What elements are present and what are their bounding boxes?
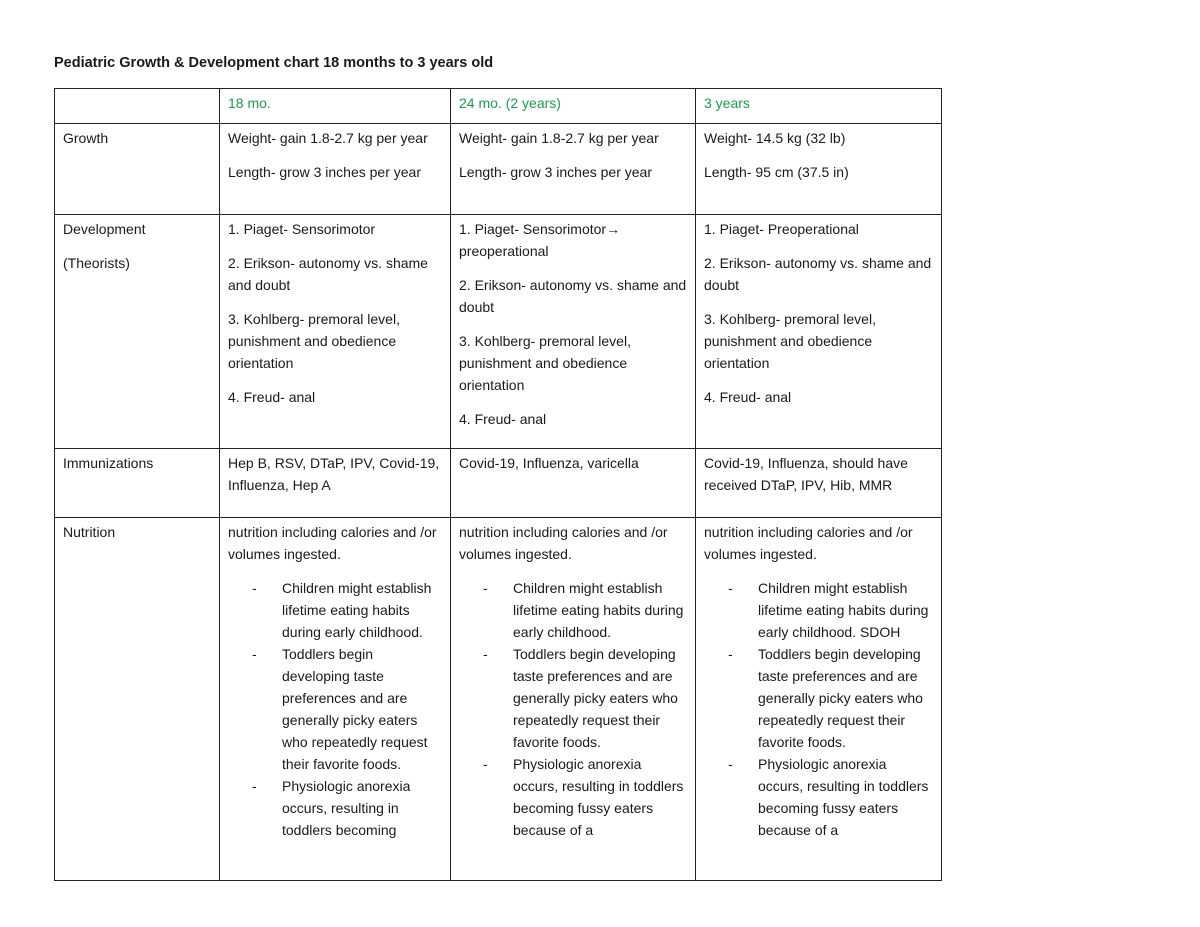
growth-weight: Weight- gain 1.8-2.7 kg per year (228, 130, 428, 146)
row-label-development (55, 215, 220, 449)
row-label-immunizations: Immunizations (55, 449, 220, 518)
list-item (252, 643, 442, 775)
immunizations-cell-24mo: Covid-19, Influenza, varicella (451, 449, 696, 518)
document-title: Pediatric Growth & Development chart 18 months to 3 years old (54, 55, 494, 71)
growth-development-table (54, 88, 942, 881)
dash-bullet: - (483, 646, 488, 662)
theorists-label: (Theorists) (63, 255, 130, 271)
freud-stage: 4. Freud- anal (459, 411, 547, 427)
dash-bullet: - (252, 580, 257, 596)
row-label-nutrition: Nutrition (55, 518, 220, 881)
header-cell-empty (55, 89, 220, 124)
header-cell-3yr: 3 years (696, 89, 942, 124)
list-item (483, 753, 687, 841)
list-item-text: Toddlers begin developing taste preferences and are generally picky eaters who repeatedly request their favorite foods. (282, 646, 428, 772)
nutrition-list (228, 577, 442, 841)
piaget-stage: 1. Piaget- Sensorimotor (228, 221, 376, 237)
development-cell-3yr (696, 215, 942, 449)
immunizations-cell-18mo: Hep B, RSV, DTaP, IPV, Covid-19, Influenza, Hep A (220, 449, 451, 518)
growth-length: Length- grow 3 inches per year (459, 164, 652, 180)
growth-weight: Weight- 14.5 kg (32 lb) (704, 130, 846, 146)
list-item-text: Physiologic anorexia occurs, resulting in toddlers becoming (282, 778, 411, 838)
erikson-stage: 2. Erikson- autonomy vs. shame and doubt (704, 255, 932, 293)
list-item (252, 775, 442, 841)
list-item (728, 577, 933, 643)
erikson-stage: 2. Erikson- autonomy vs. shame and doubt (228, 255, 428, 293)
list-item (252, 577, 442, 643)
list-item (728, 643, 933, 753)
nutrition-intro: nutrition including calories and /or volumes ingested. (228, 524, 437, 562)
nutrition-list (459, 577, 687, 841)
growth-weight: Weight- gain 1.8-2.7 kg per year (459, 130, 659, 146)
erikson-stage: 2. Erikson- autonomy vs. shame and doubt (459, 277, 687, 315)
nutrition-cell-18mo (220, 518, 451, 881)
nutrition-cell-3yr (696, 518, 942, 881)
development-cell-24mo (451, 215, 696, 449)
dash-bullet: - (483, 756, 488, 772)
nutrition-intro: nutrition including calories and /or volumes ingested. (704, 524, 913, 562)
growth-length: Length- grow 3 inches per year (228, 164, 421, 180)
dash-bullet: - (728, 580, 733, 596)
dash-bullet: - (252, 778, 257, 794)
list-item-text: Children might establish lifetime eating habits during early childhood. (282, 580, 432, 640)
development-label: Development (63, 221, 146, 237)
header-row (55, 89, 942, 124)
nutrition-intro: nutrition including calories and /or volumes ingested. (459, 524, 668, 562)
immunizations-cell-3yr: Covid-19, Influenza, should have received DTaP, IPV, Hib, MMR (696, 449, 942, 518)
development-row (55, 215, 942, 449)
list-item (728, 753, 933, 841)
list-item-text: Physiologic anorexia occurs, resulting in toddlers becoming fussy eaters because of a (758, 756, 929, 838)
freud-stage: 4. Freud- anal (704, 389, 792, 405)
list-item-text: Children might establish lifetime eating habits during early childhood. (513, 580, 684, 640)
growth-length: Length- 95 cm (37.5 in) (704, 164, 849, 180)
dash-bullet: - (728, 646, 733, 662)
header-cell-24mo: 24 mo. (2 years) (451, 89, 696, 124)
development-cell-18mo (220, 215, 451, 449)
list-item (483, 577, 687, 643)
freud-stage: 4. Freud- anal (228, 389, 316, 405)
nutrition-cell-24mo (451, 518, 696, 881)
nutrition-row (55, 518, 942, 881)
growth-cell-3yr (696, 124, 942, 215)
nutrition-list (704, 577, 933, 841)
immunizations-row (55, 449, 942, 518)
kohlberg-stage: 3. Kohlberg- premoral level, punishment and obedience orientation (704, 311, 876, 371)
kohlberg-stage: 3. Kohlberg- premoral level, punishment and obedience orientation (228, 311, 400, 371)
kohlberg-stage: 3. Kohlberg- premoral level, punishment and obedience orientation (459, 333, 631, 393)
piaget-stage: 1. Piaget- Sensorimotor→ preoperational (459, 221, 621, 259)
piaget-stage: 1. Piaget- Preoperational (704, 221, 859, 237)
growth-cell-24mo (451, 124, 696, 215)
growth-row (55, 124, 942, 215)
dash-bullet: - (483, 580, 488, 596)
list-item-text: Children might establish lifetime eating habits during early childhood. SDOH (758, 580, 929, 640)
header-cell-18mo: 18 mo. (220, 89, 451, 124)
list-item-text: Physiologic anorexia occurs, resulting in toddlers becoming fussy eaters because of a (513, 756, 684, 838)
row-label-growth: Growth (55, 124, 220, 215)
list-item-text: Toddlers begin developing taste preferences and are generally picky eaters who repeatedly request their favorite foods. (513, 646, 678, 750)
list-item-text: Toddlers begin developing taste preferences and are generally picky eaters who repeatedly request their favorite foods. (758, 646, 923, 750)
dash-bullet: - (728, 756, 733, 772)
list-item (483, 643, 687, 753)
dash-bullet: - (252, 646, 257, 662)
growth-cell-18mo (220, 124, 451, 215)
